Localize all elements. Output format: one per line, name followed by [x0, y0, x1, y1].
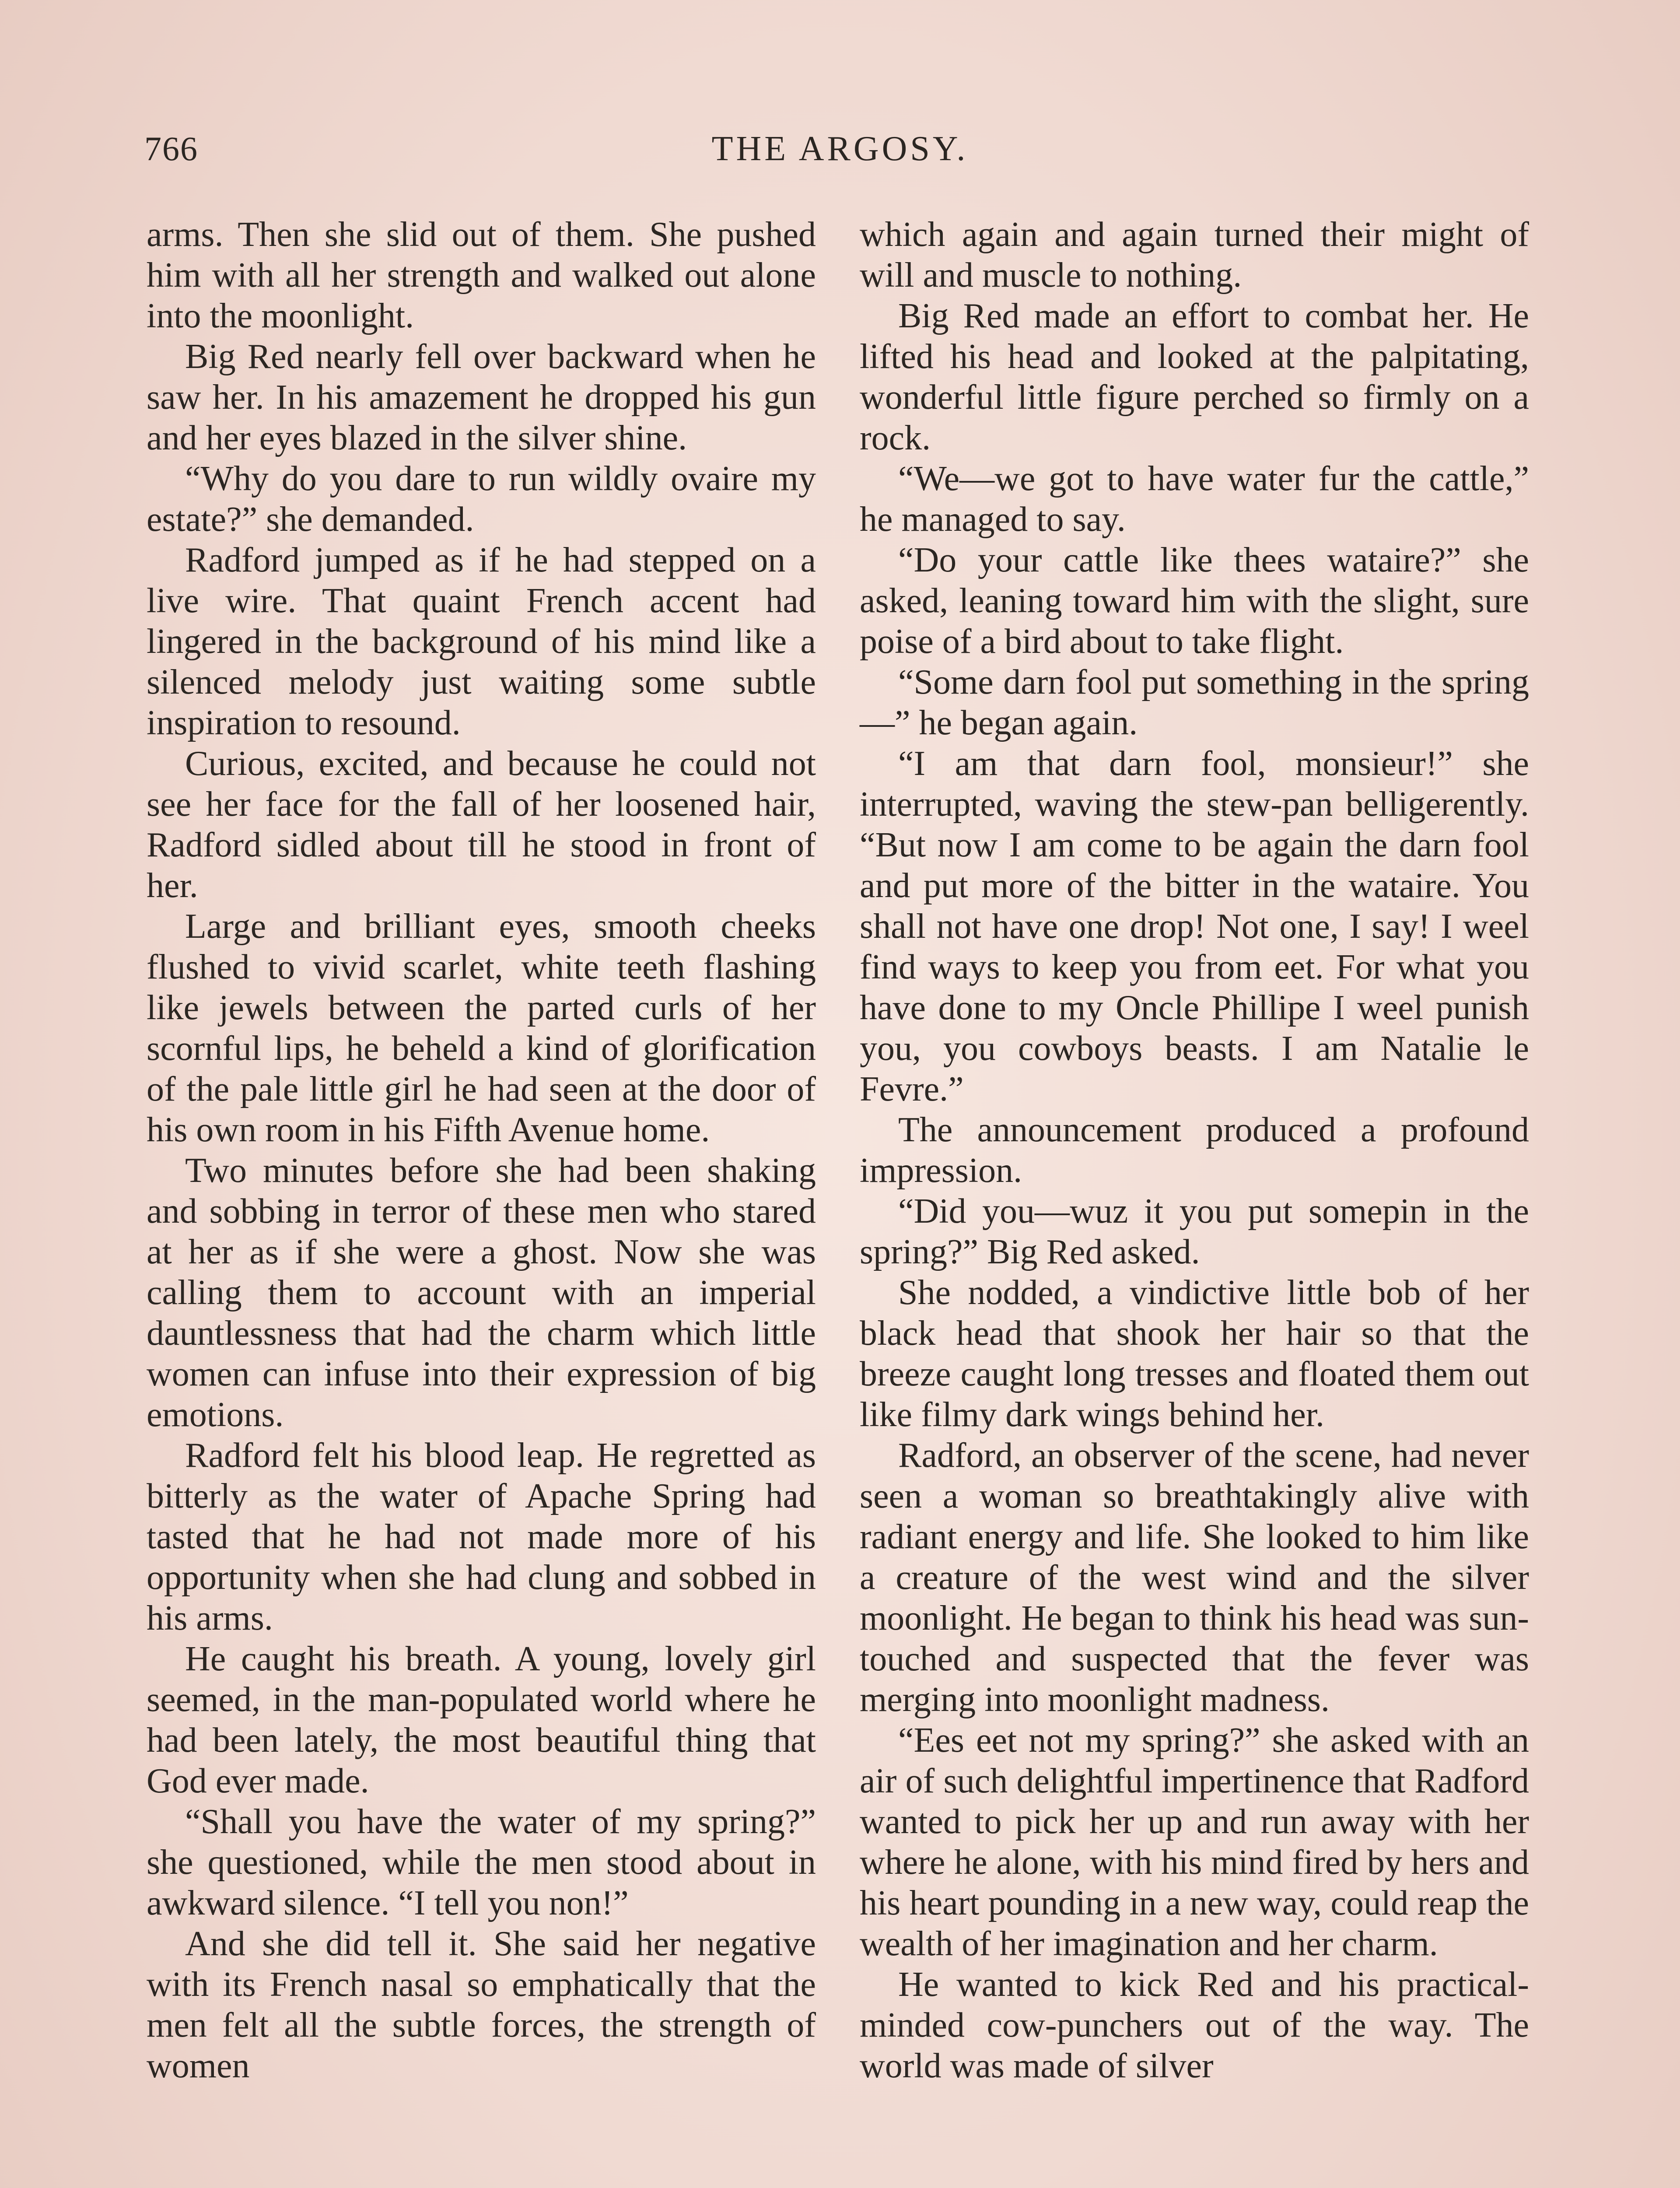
text-column-right	[860, 214, 1529, 2188]
paragraph: Two minutes before she had been shaking and sobbing in terror of these men who stared at her as if she were a ghost. Now she was calling them to account with an imperial dauntlessness that had the charm which little women can infuse into their expression of big emotions.	[147, 1151, 816, 1434]
paragraph: “I am that darn fool, monsieur!” she interrupted, waving the stew-pan belligerently. “But now I am come to be again the darn fool and put more of the bitter in the wataire. You shall not have one drop! Not one, I say! I weel find ways to keep you from eet. For what you have done to my Oncle Phillipe I weel punish you, you cowboys beasts. I am Natalie le Fevre.”	[860, 744, 1529, 1108]
paragraph: Radford, an observer of the scene, had never seen a woman so breathtakingly alive with radiant energy and life. She looked to him like a creature of the west wind and the silver moonlight. He began to think his head was sun-touched and suspected that the fever was merging into moonlight madness.	[860, 1436, 1529, 1719]
paragraph: which again and again turned their might of will and muscle to nothing.	[860, 215, 1529, 295]
paragraph: “Ees eet not my spring?” she asked with an air of such delightful impertinence that Radford wanted to pick her up and run away with her where he alone, with his mind fired by hers and his heart pounding in a new way, could reap the wealth of her imagination and her charm.	[860, 1721, 1529, 1963]
paragraph: “Some darn fool put something in the spring—” he began again.	[860, 663, 1529, 742]
paragraph: “Shall you have the water of my spring?” she questioned, while the men stood about in awkward silence. “I tell you non!”	[147, 1802, 816, 1922]
paragraph: She nodded, a vindictive little bob of her black head that shook her hair so that the breeze caught long tresses and floated them out like filmy dark wings behind her.	[860, 1273, 1529, 1434]
paragraph: And she did tell it. She said her negative with its French nasal so emphatically that the men felt all the subtle forces, the strength of women	[147, 1925, 816, 2085]
running-title: THE ARGOSY.	[711, 130, 969, 168]
paragraph: “We—we got to have water fur the cattle,” he managed to say.	[860, 459, 1529, 539]
page-header	[144, 129, 1536, 177]
paragraph: He caught his breath. A young, lovely girl seemed, in the man-populated world where he had been lately, the most beautiful thing that God ever made.	[147, 1640, 816, 1800]
paragraph: “Why do you dare to run wildly ovaire my estate?” she demanded.	[147, 459, 816, 539]
paragraph: The announcement produced a profound impression.	[860, 1111, 1529, 1190]
paragraph: Big Red nearly fell over backward when he saw her. In his amazement he dropped his gun and her eyes blazed in the silver shine.	[147, 337, 816, 457]
paragraph: Radford jumped as if he had stepped on a live wire. That quaint French accent had lingered in the background of his mind like a silenced melody just waiting some subtle inspiration to resound.	[147, 541, 816, 742]
page-number: 766	[144, 130, 198, 168]
paragraph: Curious, excited, and because he could not see her face for the fall of her loosened hair, Radford sidled about till he stood in front of her.	[147, 744, 816, 905]
paragraph: Big Red made an effort to combat her. He lifted his head and looked at the palpitating, wonderful little figure perched so firmly on a rock.	[860, 297, 1529, 457]
paragraph: Radford felt his blood leap. He regretted as bitterly as the water of Apache Spring had tasted that he had not made more of his opportunity when she had clung and sobbed in his arms.	[147, 1436, 816, 1637]
paragraph: arms. Then she slid out of them. She pushed him with all her strength and walked out alone into the moonlight.	[147, 215, 816, 335]
paragraph: He wanted to kick Red and his practical-minded cow-punchers out of the way. The world was made of silver	[860, 1965, 1529, 2085]
paragraph: “Did you—wuz it you put somepin in the spring?” Big Red asked.	[860, 1192, 1529, 1271]
text-column-left	[147, 214, 816, 2188]
paragraph: “Do your cattle like thees wataire?” she asked, leaning toward him with the slight, sure poise of a bird about to take flight.	[860, 541, 1529, 661]
paragraph: Large and brilliant eyes, smooth cheeks flushed to vivid scarlet, white teeth flashing like jewels between the parted curls of her scornful lips, he beheld a kind of glorification of the pale little girl he had seen at the door of his own room in his Fifth Avenue home.	[147, 907, 816, 1149]
